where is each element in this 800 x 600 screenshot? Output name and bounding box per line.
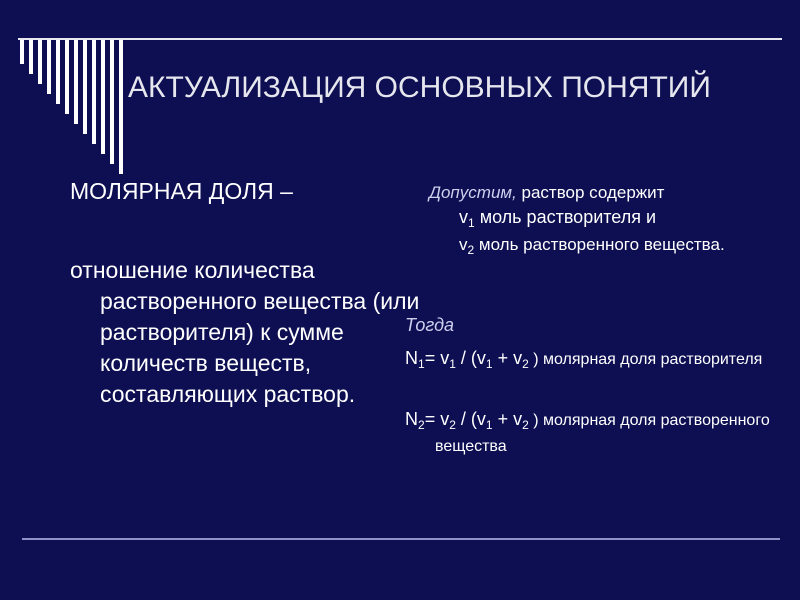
solute-line: $v_2$ моль растворенного вещества. <box>459 235 725 257</box>
decorative-bar <box>29 40 33 74</box>
decorative-bar <box>38 40 42 84</box>
assumption-block <box>405 180 800 259</box>
decorative-bar <box>119 40 123 174</box>
assume-text: раствор содержит <box>516 183 665 202</box>
then-label: Тогда <box>405 315 455 335</box>
decorative-bar <box>101 40 105 154</box>
formula-solvent: $N_1= v_1 / (v_1 + v_2$ ) молярная доля растворителя <box>405 348 763 371</box>
formula-solute: $N_2= v_2 / (v_1 + v_2$ ) молярная доля растворенного вещества <box>405 409 770 455</box>
decorative-bar <box>56 40 60 104</box>
decorative-bar <box>110 40 114 164</box>
decorative-bar <box>65 40 69 114</box>
definition-text: отношение количества растворенного вещества (или растворителя) к сумме количеств веществ, составляющих раствор. <box>70 257 420 407</box>
assume-word: Допустим, <box>429 183 517 202</box>
slide-title: АКТУАЛИЗАЦИЯ ОСНОВНЫХ ПОНЯТИЙ <box>128 71 711 104</box>
term-heading: МОЛЯРНАЯ ДОЛЯ – <box>70 178 293 204</box>
decorative-bar <box>83 40 87 134</box>
decorative-bar <box>47 40 51 94</box>
bottom-rule <box>22 538 780 540</box>
decorative-bar <box>74 40 78 124</box>
decorative-bar <box>92 40 96 144</box>
solvent-line: $v_1$ моль растворителя и <box>459 207 657 230</box>
decorative-bar <box>20 40 24 64</box>
top-rule <box>18 38 782 40</box>
